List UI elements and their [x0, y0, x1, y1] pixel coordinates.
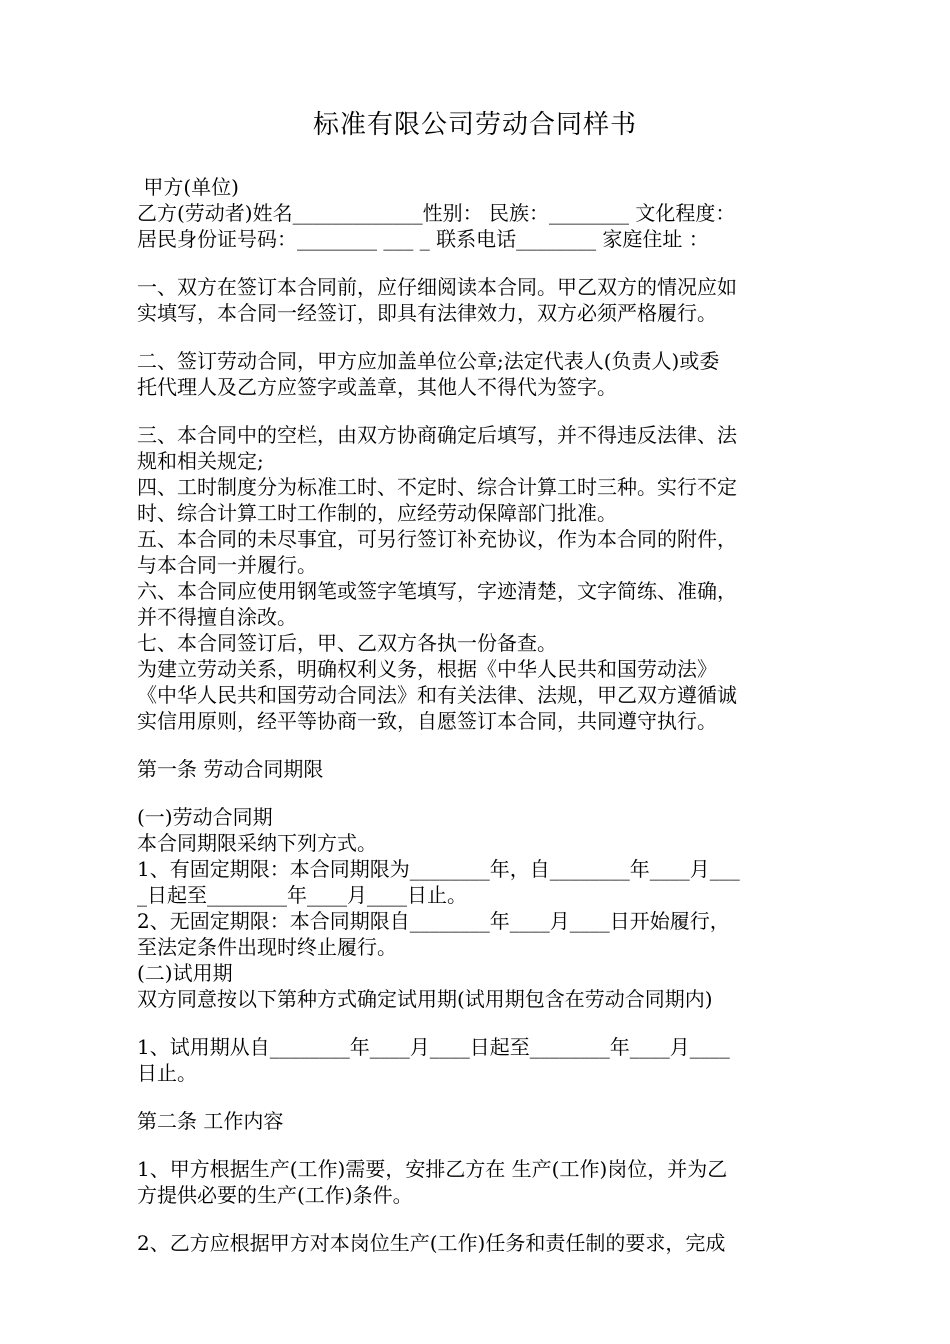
note-line: 二、签订劳动合同，甲方应加盖单位公章;法定代表人(负责人)或委 [137, 349, 720, 373]
article-1-line: 双方同意按以下第种方式确定试用期(试用期包含在劳动合同期内) [137, 987, 713, 1011]
article-2-line: 方提供必要的生产(工作)条件。 [137, 1183, 413, 1207]
note-line: 实填写，本合同一经签订，即具有法律效力，双方必须严格履行。 [137, 301, 717, 325]
article-2-line: 2、乙方应根据甲方对本岗位生产(工作)任务和责任制的要求，完成 [137, 1231, 726, 1255]
article-1-line: 2、无固定期限：本合同期限自________年____月____日开始履行， [137, 909, 730, 933]
note-line: 托代理人及乙方应签字或盖章，其他人不得代为签字。 [137, 375, 617, 399]
note-line: 五、本合同的未尽事宜，可另行签订补充协议，作为本合同的附件， [137, 527, 737, 551]
article-1-line: 1、有固定期限：本合同期限为________年，自________年____月___ [137, 857, 740, 881]
party-a-line: 甲方(单位) [137, 175, 239, 199]
preamble-line: 为建立劳动关系，明确权利义务，根据《中华人民共和国劳动法》 [137, 657, 717, 681]
article-1-line: 至法定条件出现时终止履行。 [137, 935, 397, 959]
article-1-line: (一)劳动合同期 [137, 805, 273, 829]
note-line: 并不得擅自涂改。 [137, 605, 297, 629]
note-line: 七、本合同签订后，甲、乙双方各执一份备查。 [137, 631, 557, 655]
article-1-line: _日起至________年____月____日止。 [137, 883, 467, 907]
article-1-line: (二)试用期 [137, 961, 233, 985]
party-b-line: 乙方(劳动者)姓名_____________性别： 民族：________ 文化程度： [137, 201, 736, 225]
note-line: 规和相关规定; [137, 449, 264, 473]
article-2-heading: 第二条 工作内容 [137, 1109, 284, 1133]
note-line: 时、综合计算工时工作制的，应经劳动保障部门批准。 [137, 501, 617, 525]
note-line: 与本合同一并履行。 [137, 553, 317, 577]
article-1-line: 日止。 [137, 1061, 197, 1085]
article-1-heading: 第一条 劳动合同期限 [137, 757, 324, 781]
note-line: 一、双方在签订本合同前，应仔细阅读本合同。甲乙双方的情况应如 [137, 275, 737, 299]
preamble-line: 实信用原则，经平等协商一致，自愿签订本合同，共同遵守执行。 [137, 709, 717, 733]
article-1-line: 1、试用期从自________年____月____日起至________年____月____ [137, 1035, 730, 1059]
preamble-line: 《中华人民共和国劳动合同法》和有关法律、法规，甲乙双方遵循诚 [137, 683, 737, 707]
article-2-line: 1、甲方根据生产(工作)需要，安排乙方在 生产(工作)岗位，并为乙 [137, 1157, 728, 1181]
note-line: 四、工时制度分为标准工时、不定时、综合计算工时三种。实行不定 [137, 475, 737, 499]
document-title: 标准有限公司劳动合同样书 [312, 110, 637, 140]
note-line: 三、本合同中的空栏，由双方协商确定后填写，并不得违反法律、法 [137, 423, 737, 447]
article-1-line: 本合同期限采纳下列方式。 [137, 831, 377, 855]
note-line: 六、本合同应使用钢笔或签字笔填写，字迹清楚，文字简练、准确， [137, 579, 737, 603]
id-contact-line: 居民身份证号码：________ ___ _ 联系电话________ 家庭住址 ： [137, 227, 709, 251]
